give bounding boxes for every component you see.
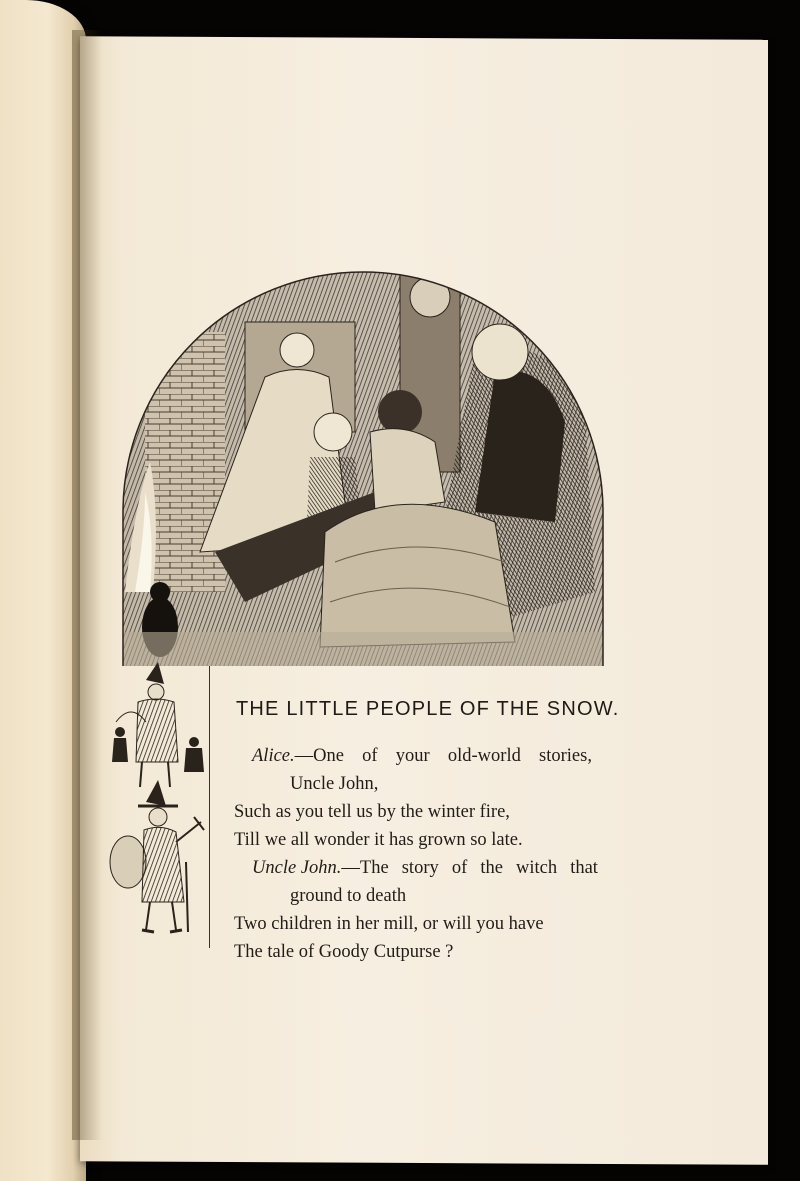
poem-word: the (480, 858, 503, 878)
witch-with-children-vignette-icon (106, 662, 210, 952)
speaker-alice: Alice. (252, 746, 295, 766)
poem-word: story (401, 858, 439, 878)
poem-word: old-world (447, 746, 521, 766)
poem-word: your (395, 746, 430, 766)
poem-line-3: Such as you tell us by the winter fire, (234, 802, 510, 822)
poem-line-6: ground to death (290, 886, 407, 906)
poem-line-1 (234, 742, 592, 770)
poem-text (234, 742, 614, 966)
vertical-rule (209, 666, 210, 948)
poem-word: —The (341, 858, 389, 878)
poem-line-5 (234, 854, 598, 882)
poem-word: stories, (539, 746, 592, 766)
poem-line-7: Two children in her mill, or will you have (234, 914, 544, 934)
poem-line-4: Till we all wonder it has grown so late. (234, 830, 523, 850)
spine-shadow (72, 30, 102, 1140)
page-title: THE LITTLE PEOPLE OF THE SNOW. (236, 698, 620, 720)
poem-word: witch (516, 858, 558, 878)
poem-word: of (451, 858, 468, 878)
poem-line-2: Uncle John, (290, 774, 379, 794)
fireside-family-engraving-icon (115, 262, 609, 666)
poem-word: —One (294, 746, 344, 766)
speaker-uncle-john: Uncle John. (252, 858, 342, 878)
poem-line-8: The tale of Goody Cutpurse ? (234, 942, 454, 962)
poem-word: that (570, 858, 598, 878)
poem-word: of (362, 746, 378, 766)
